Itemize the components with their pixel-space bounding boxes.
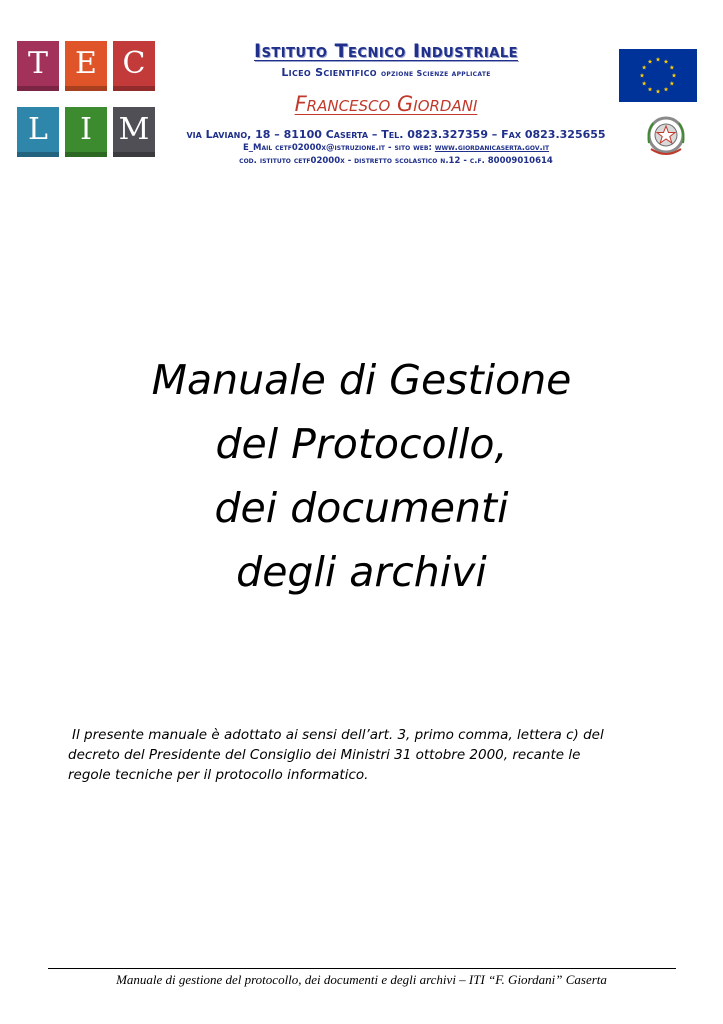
page-footer: Manuale di gestione del protocollo, dei documenti e degli archivi – ITI “F. Giordani” Caserta: [116, 972, 607, 987]
eu-star-icon: [642, 81, 647, 85]
institute-subtitle: [162, 66, 610, 79]
eu-star-icon: [656, 89, 661, 93]
eu-star-icon: [648, 59, 653, 63]
title-line: Manuale di Gestione: [151, 356, 572, 404]
title-line: dei documenti: [214, 484, 509, 532]
logo-tile-e: E: [65, 41, 107, 91]
title-line: del Protocollo,: [215, 420, 508, 468]
institute-title: Istituto Tecnico Industriale: [254, 40, 518, 62]
logo-tile-t: T: [17, 41, 59, 91]
adoption-paragraph: [68, 725, 668, 785]
italian-republic-emblem-icon: [645, 113, 687, 161]
paragraph-line: regole tecniche per il protocollo informatico.: [68, 767, 369, 783]
eu-star-icon: [670, 81, 675, 85]
institute-codes: cod. istituto cetf02000x - distretto scolastico n.12 - c.f. 80009010614: [239, 156, 553, 166]
logo-tile-i: I: [65, 107, 107, 157]
eu-star-icon: [656, 57, 661, 61]
footer-divider: [48, 968, 676, 969]
eu-flag-stars: [619, 49, 697, 102]
subtitle-small: opzione Scienze applicate: [381, 69, 491, 78]
eu-flag-icon: [619, 49, 697, 102]
document-title: [40, 348, 683, 604]
website-link[interactable]: www.giordanicaserta.gov.it: [434, 143, 550, 153]
title-line: degli archivi: [236, 548, 487, 596]
eu-star-icon: [640, 73, 645, 77]
institute-contacts: [160, 143, 632, 153]
eu-star-icon: [672, 73, 677, 77]
eu-star-icon: [664, 59, 669, 63]
institute-name: Francesco Giordani: [294, 92, 478, 116]
school-logo: [17, 41, 155, 165]
institute-address: via Laviano, 18 – 81100 Caserta – Tel. 0823.327359 – Fax 0823.325655: [186, 128, 606, 141]
email-text: E_Mail cetf02000x@istruzione.it - sito web:: [242, 143, 435, 153]
logo-tile-l: L: [17, 107, 59, 157]
subtitle-main: Liceo Scientifico: [281, 66, 377, 79]
logo-tile-m: M: [113, 107, 155, 157]
eu-star-icon: [642, 65, 647, 69]
paragraph-line: decreto del Presidente del Consiglio dei Ministri 31 ottobre 2000, recante le: [68, 747, 581, 763]
eu-star-icon: [670, 65, 675, 69]
paragraph-line: Il presente manuale è adottato ai sensi dell’art. 3, primo comma, lettera c) del: [72, 727, 604, 743]
logo-tile-c: C: [113, 41, 155, 91]
eu-star-icon: [664, 87, 669, 91]
eu-star-icon: [648, 87, 653, 91]
